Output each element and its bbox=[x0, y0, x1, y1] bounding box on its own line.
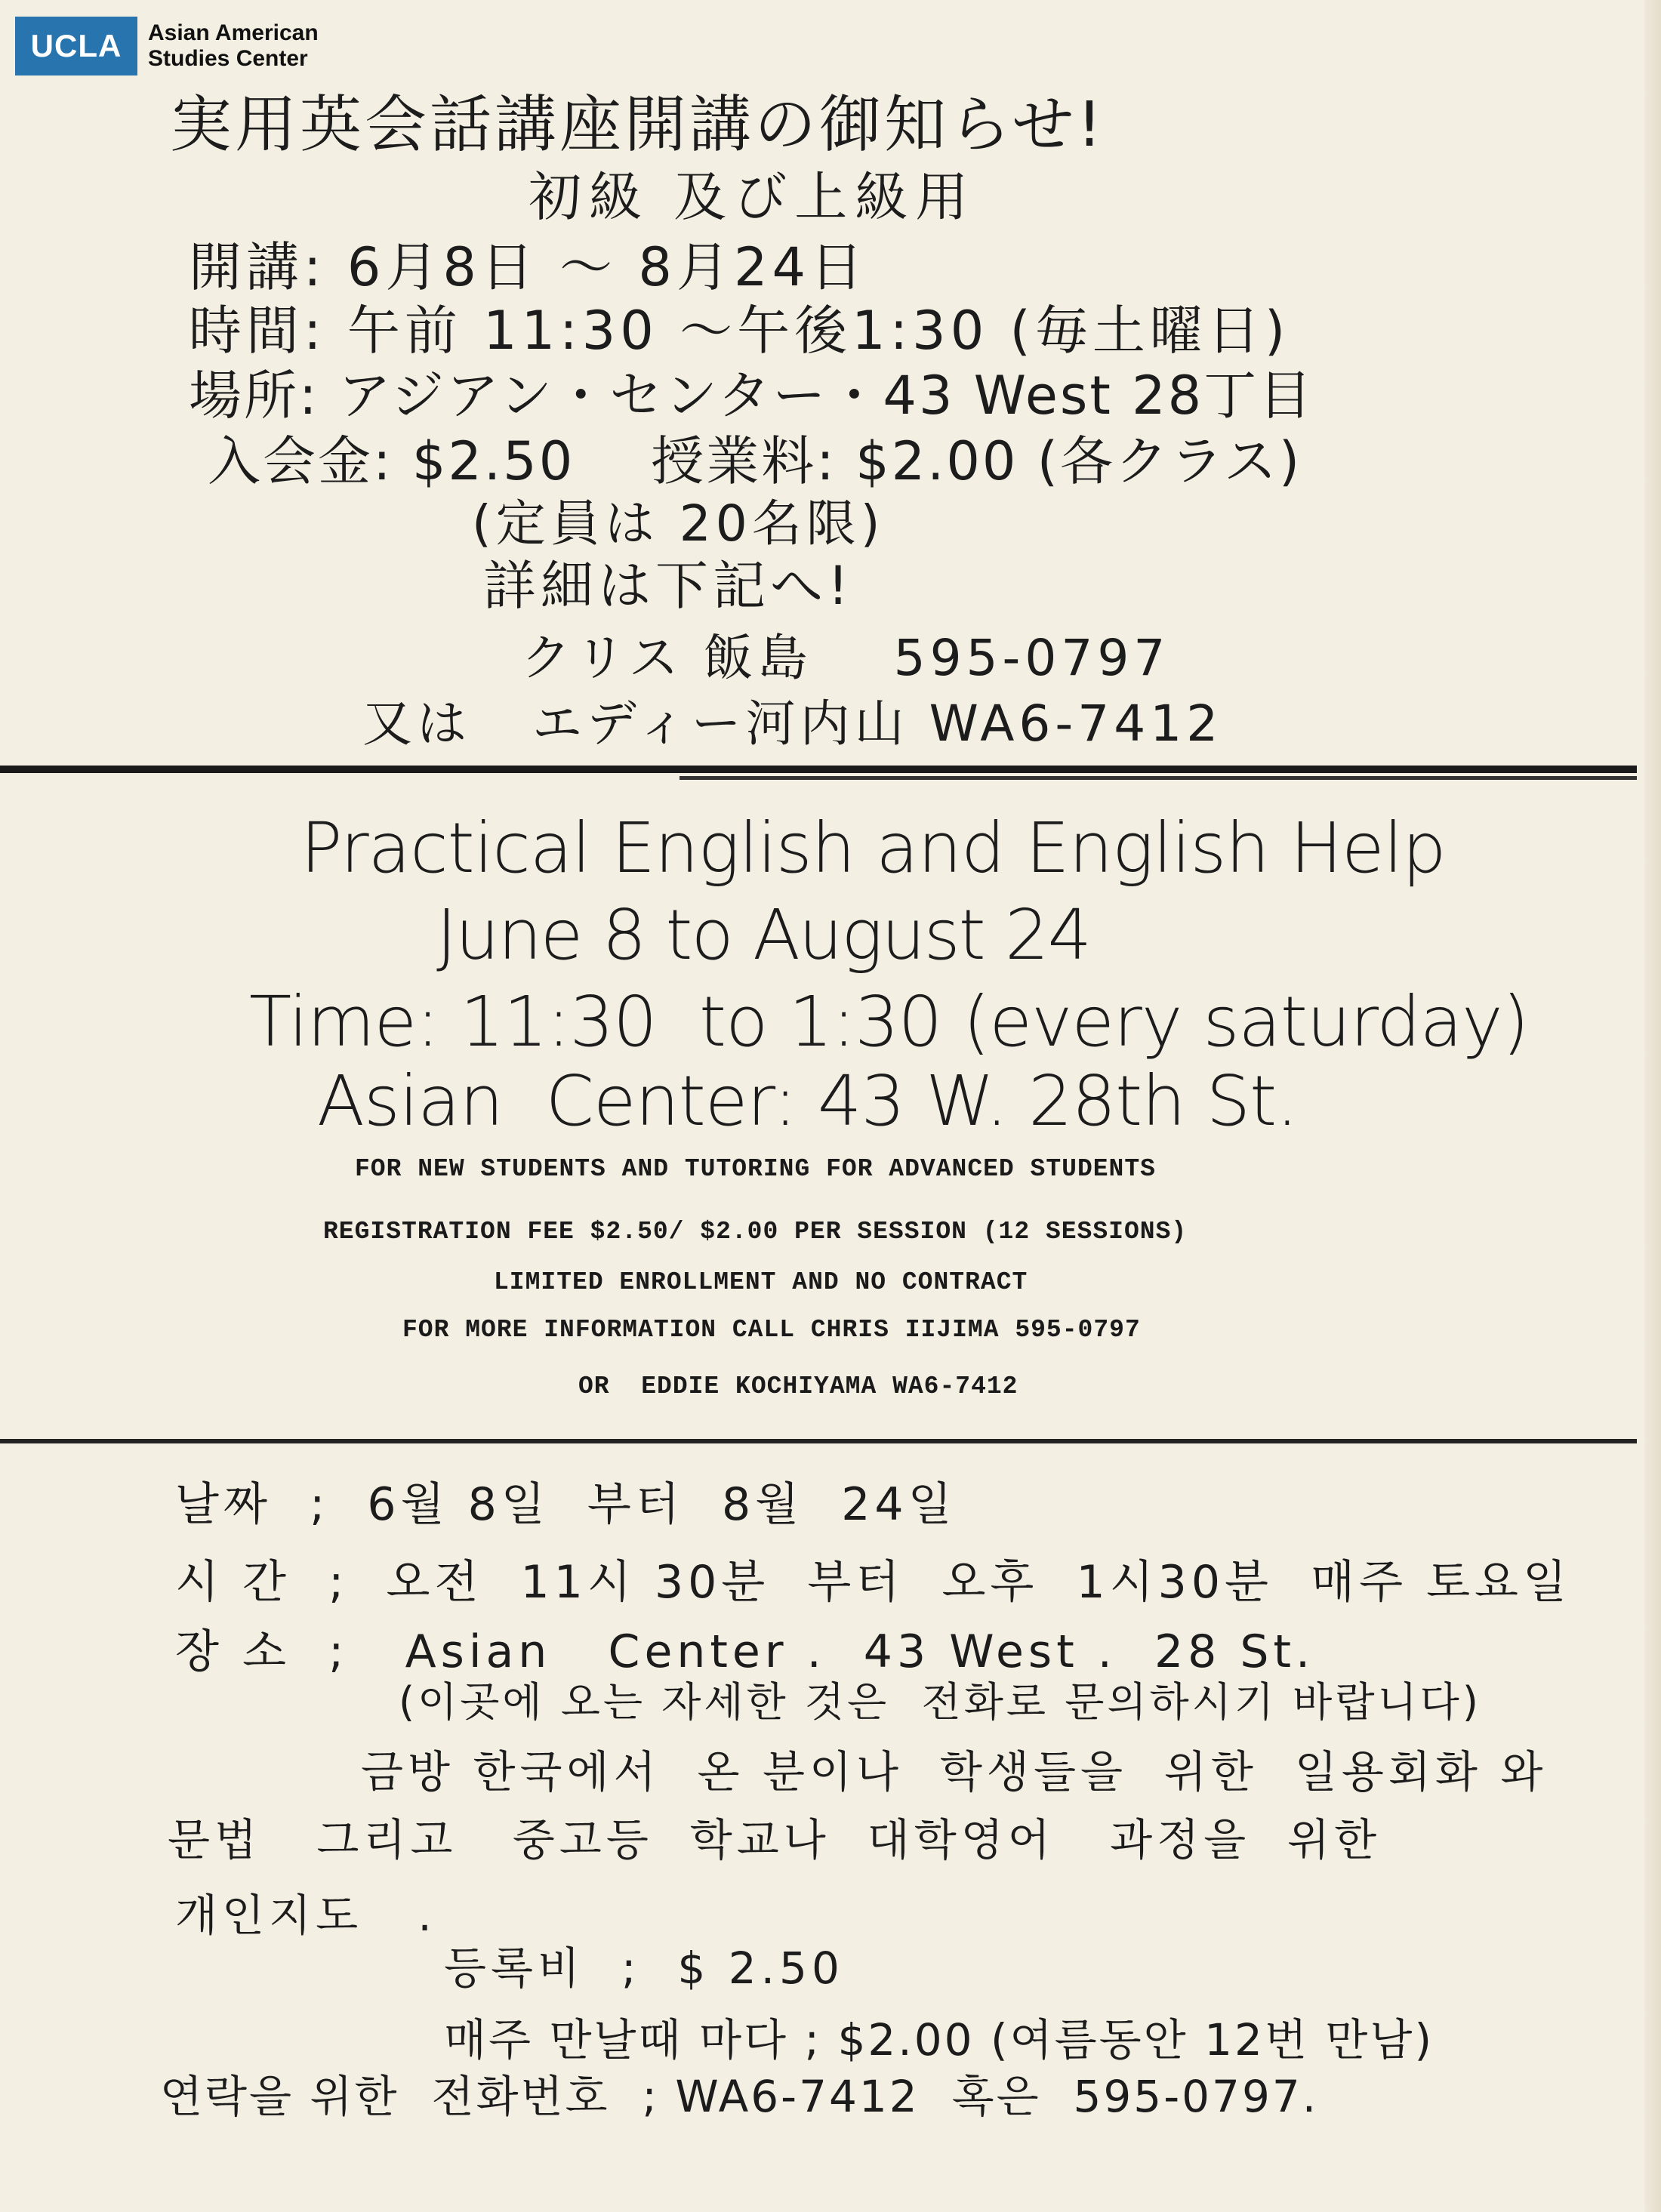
japanese-contact-chris: クリス 飯島 595-0797 bbox=[521, 629, 1170, 687]
korean-phone: 연락을 위한 전화번호 ; WA6-7412 혹은 595-0797. bbox=[160, 2071, 1319, 2122]
japanese-limit: (定員は 20名限) bbox=[472, 494, 885, 553]
divider-bottom bbox=[0, 1439, 1637, 1443]
korean-place: 장 소 ; Asian Center . 43 West . 28 St. bbox=[175, 1625, 1315, 1678]
typed-line-students: FOR NEW STUDENTS AND TUTORING FOR ADVANCED STUDENTS bbox=[355, 1155, 1156, 1183]
japanese-subtitle: 初級 及び上級用 bbox=[528, 166, 976, 228]
korean-inquiry: (이곳에 오는 자세한 것은 전화로 문의하시기 바랍니다) bbox=[399, 1678, 1481, 1726]
typed-line-fees: REGISTRATION FEE $2.50/ $2.00 PER SESSION (12 SESSIONS) bbox=[323, 1218, 1188, 1246]
english-time: Time: 11:30 to 1:30 (every saturday) bbox=[249, 981, 1529, 1062]
divider-top-shadow bbox=[680, 776, 1637, 780]
center-name-line2: Studies Center bbox=[148, 46, 308, 71]
center-name-line1: Asian American bbox=[148, 20, 319, 45]
japanese-details: 詳細は下記へ! bbox=[483, 555, 854, 617]
japanese-dates: 開講: 6月8日 〜 8月24日 bbox=[189, 236, 868, 298]
japanese-fees: 入会金: $2.50 授業料: $2.00 (各クラス) bbox=[208, 430, 1302, 492]
japanese-contact-eddie: 又は エディー河内山 WA6-7412 bbox=[362, 695, 1223, 753]
typed-line-enrollment: LIMITED ENROLLMENT AND NO CONTRACT bbox=[494, 1268, 1028, 1296]
korean-date: 날짜 ; 6월 8일 부터 8월 24일 bbox=[175, 1478, 957, 1531]
japanese-place: 場所: アジアン・センター・43 West 28丁目 bbox=[189, 365, 1314, 427]
center-name bbox=[148, 20, 319, 72]
ucla-badge bbox=[15, 17, 319, 75]
english-heading: Practical English and English Help bbox=[300, 808, 1446, 889]
korean-description-2: 문법 그리고 중고등 학교나 대학영어 과정을 위한 bbox=[168, 1814, 1382, 1865]
korean-session-fee: 매주 만날때 마다 ; $2.00 (여름동안 12번 만남) bbox=[444, 2014, 1434, 2066]
korean-description-3: 개인지도 . bbox=[175, 1890, 436, 1941]
english-location: Asian Center: 43 W. 28th St. bbox=[317, 1061, 1298, 1141]
japanese-title: 実用英会話講座開講の御知らせ! bbox=[170, 89, 1105, 161]
divider-top bbox=[0, 766, 1637, 773]
korean-time: 시 간 ; 오전 11시 30분 부터 오후 1시30분 매주 토요일 bbox=[175, 1556, 1571, 1609]
typed-line-info-chris: FOR MORE INFORMATION CALL CHRIS IIJIMA 595-0797 bbox=[402, 1316, 1141, 1344]
japanese-time: 時間: 午前 11:30 〜午後1:30 (毎土曜日) bbox=[189, 300, 1290, 362]
korean-registration-fee: 등록비 ; $ 2.50 bbox=[444, 1942, 844, 1994]
ucla-logo: UCLA bbox=[15, 17, 137, 75]
typed-line-info-eddie: OR EDDIE KOCHIYAMA WA6-7412 bbox=[578, 1372, 1018, 1400]
korean-description-1: 금방 한국에서 온 분이나 학생들을 위한 일용회화 와 bbox=[361, 1746, 1548, 1798]
paper-edge bbox=[1644, 0, 1661, 2212]
english-dates: June 8 to August 24 bbox=[436, 895, 1091, 975]
